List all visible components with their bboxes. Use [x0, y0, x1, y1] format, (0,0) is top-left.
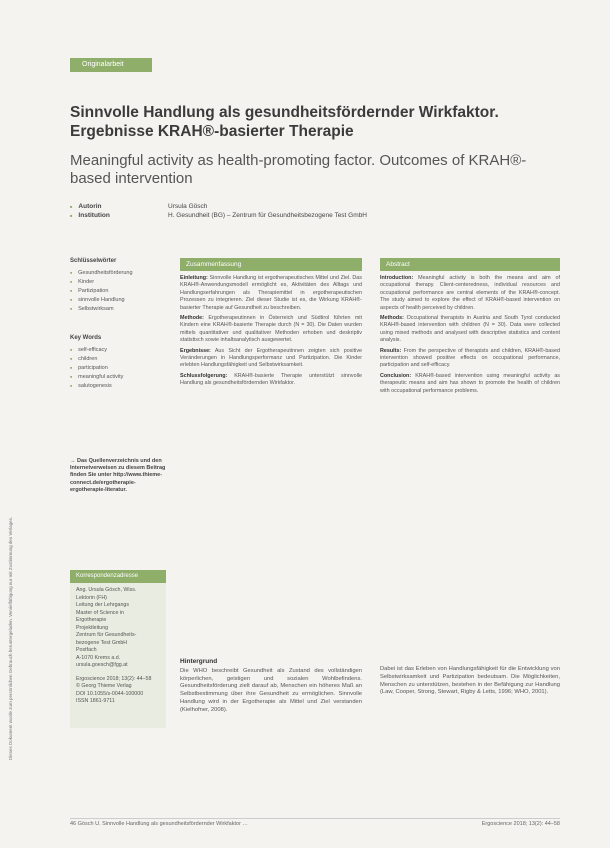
meta-key: ■ Autorin [70, 203, 168, 212]
meta-row-institution [70, 212, 367, 221]
paragraph-label: Schlussfolgerung: [180, 372, 228, 379]
bibliography-note: → Das Quellenverzeichnis und den Internetverweisen zu diesem Beitrag finden Sie unter http://www.thieme-connect.de/ergotherapie-ergotherapie-literatur. [70, 458, 166, 493]
correspondence-box [70, 570, 166, 728]
abstract-paragraph [180, 348, 362, 370]
article-title-german: Sinnvolle Handlung als gesundheitsfördernder Wirkfaktor. Ergebnisse KRAH®-basierter Therapie [70, 104, 499, 140]
correspondence-heading: Korrespondenzadresse [70, 570, 166, 583]
abstract-paragraph [380, 373, 560, 395]
abstract-paragraph [380, 348, 560, 370]
keywords-en-list [70, 347, 166, 392]
abstract-en-heading: Abstract [380, 258, 560, 271]
keyword-item: ■ self-efficacy [70, 347, 166, 356]
address-line: Lektorin (FH) [76, 594, 107, 601]
meta-value: Ursula Gösch [168, 203, 208, 210]
abstract-english [380, 258, 560, 395]
abstract-paragraph [180, 315, 362, 345]
abstract-de-heading: Zusammenfassung [180, 258, 362, 271]
address-line: Ergoscience 2018; 13(2): 44–58 [76, 675, 152, 682]
body-text-left: Die WHO beschreibt Gesundheit als Zustand des vollständigen körperlichen, geistigen und sozialen Wohlbefindens. Gesundheitsförderung zielt darauf ab, Menschen ein höheres Maß an Selbstbestimmung über ihre Gesundheit zu ermöglichen. Sinnvolle Handlung wird in der Ergotherapie als Mittel und Ziel verstanden (Kielhofner, 2008). [180, 667, 362, 713]
abstract-german [180, 258, 362, 388]
abstract-paragraph [180, 373, 362, 388]
meta-key: ■ Institution [70, 212, 168, 221]
body-text-right: Dabei ist das Erleben von Handlungsfähigkeit für die Entwicklung von Selbstwirksamkeit und Partizipation bedeutsam. Die Möglichkeiten, Menschen zu unterstützen, bestehen in der Befähigung zur Handlung (Law, Cooper, Strong, Stewart, Rigby & Letts, 1996; WHO, 2001). [380, 666, 560, 696]
keyword-item: ■ Gesundheitsförderung [70, 270, 166, 279]
correspondence-body [70, 583, 166, 710]
address-line: bezogene Test GmbH [76, 639, 128, 646]
paragraph-text: Meaningful activity is both the means and aim of occupational therapy. Client-centeredness, individual resources and occupational performance are central elements of the KRAH®-concept. The study aimed to explore the effect of KRAH®-based intervention on aspects of health perceived by children. [380, 275, 561, 311]
address-line: © Georg Thieme Verlag [76, 683, 132, 689]
paragraph-text: From the perspective of therapists and children, KRAH®-based intervention showed positive effects on occupational performance, participation and self-efficacy. [380, 347, 561, 369]
abstract-de-text [180, 275, 362, 388]
paragraph-label: Einleitung: [180, 275, 208, 281]
keywords-de-list [70, 270, 166, 315]
body-heading: Hintergrund [180, 658, 218, 665]
keyword-item: ■ sinnvolle Handlung [70, 297, 166, 306]
address-line: Leitung der Lehrgangs [76, 602, 130, 608]
body-column-left [180, 658, 362, 715]
paragraph-text: KRAH®-based intervention using meaningful activity as therapeutic means and aim has shown to promote the health of children with occupational performance problems. [380, 372, 561, 394]
meta-value: H. Gesundheit (BG) – Zentrum für Gesundheitsbezogene Test GmbH [168, 212, 367, 219]
keyword-item: ■ Partizipation [70, 288, 166, 297]
keywords-panel [70, 258, 166, 392]
address-line: Master of Science in [76, 609, 124, 616]
body-column-right [380, 666, 560, 697]
paragraph-label: Results: [380, 347, 402, 354]
address-line[interactable]: ursula.goesch@fgg.at [76, 662, 128, 668]
paragraph-label: Methods: [380, 315, 404, 322]
abstract-en-text [380, 275, 560, 395]
keyword-item: ■ Kinder [70, 279, 166, 288]
abstract-paragraph [380, 315, 560, 345]
abstract-paragraph [380, 275, 560, 312]
side-copyright-text: Dieses Dokument wurde zum persönlichen Gebrauch heruntergeladen. Vervielfältigung nur mit Zustimmung des Verlages. [8, 516, 13, 760]
address-line: Zentrum für Gesundheits- [76, 632, 137, 638]
address-line: Projektleitung [76, 624, 109, 631]
abstract-paragraph [180, 275, 362, 312]
paragraph-text: Sinnvolle Handlung ist ergotherapeutisches Mittel und Ziel. Das KRAH®-Anwendungsmodell ermöglicht es, Aktivitäten des Alltags und Handlungserfahrungen als Therapiemittel in ergotherapeutischen Prozessen zu integrieren. Ziel dieser Studie ist es, die Wirkung KRAH®-basierter Therapie auf Gesundheit zu beschreiben. [180, 275, 362, 311]
footer-right: Ergoscience 2018; 13(2): 44–58 [481, 821, 560, 827]
keywords-en-heading: Key Words [70, 335, 102, 341]
address-line: Postfach [76, 647, 97, 653]
address-line: ISSN 1861-9711 [76, 698, 115, 704]
footer-left: 46 Gösch U. Sinnvolle Handlung als gesundheitsfördernder Wirkfaktor … [70, 821, 248, 827]
page-footer [70, 818, 560, 827]
section-badge: Originalarbeit [70, 58, 152, 72]
meta-row-author [70, 203, 367, 212]
author-meta [70, 203, 367, 221]
address-line: Ergotherapie [76, 617, 107, 623]
paragraph-text: KRAH®-basierte Therapie unterstützt sinnvolle Handlung als gesundheitsfördernden Wirkfaktor. [180, 372, 362, 387]
address-line: Ang. Ursula Gösch, Wiss. [76, 587, 137, 593]
paragraph-text: Occupational therapists in Austria and South Tyrol conducted KRAH®-based intervention with children (N = 30). Data were collected using mixed methods and analysed with descriptive statistics and content analysis. [380, 315, 560, 344]
address-line: A-1070 Krems a.d. [76, 654, 121, 661]
paragraph-label: Ergebnisse: [180, 347, 211, 354]
article-title-english: Meaningful activity as health-promoting factor. Outcomes of KRAH®-based intervention [70, 152, 527, 187]
keyword-item: ■ participation [70, 365, 166, 374]
paragraph-label: Introduction: [380, 275, 414, 281]
keyword-item: ■ children [70, 356, 166, 365]
paragraph-label: Conclusion: [380, 372, 412, 379]
keyword-item: ■ meaningful activity [70, 374, 166, 383]
keyword-item: ■ Selbstwirksam [70, 306, 166, 315]
keyword-item: ■ salutogenesis [70, 383, 166, 392]
keywords-de-heading: Schlüsselwörter [70, 258, 117, 264]
paragraph-text: Aus Sicht der Ergotherapeutinnen zeigten sich positive Veränderungen in Handlungsperformanz und Partizipation. Die Kinder erlebten Handlungsfähigkeit und Selbstwirksamkeit. [180, 347, 363, 369]
address-line[interactable]: DOI 10.1055/s-0044-100000 [76, 690, 144, 697]
paragraph-label: Methode: [180, 315, 204, 322]
paragraph-text: Ergotherapeutinnen in Österreich und Südtirol führten mit Kindern eine KRAH®-basierte Therapie durch (N = 30). Die Daten wurden mittels quantitativer und qualitativer Methoden erhoben und deskriptiv statistisch sowie inhaltsanalytisch ausgewertet. [180, 315, 363, 344]
